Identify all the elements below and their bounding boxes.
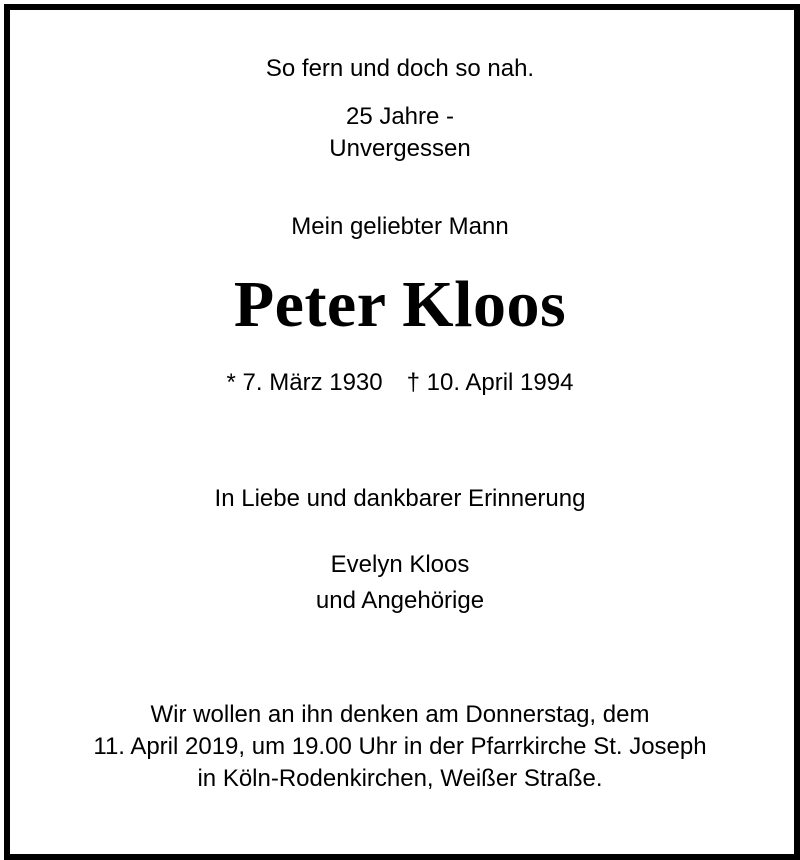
notice-line-1: Wir wollen an ihn denken am Donnerstag, dem <box>150 701 650 728</box>
intro-text: Mein geliebter Mann <box>291 213 509 240</box>
anniversary-line-1: 25 Jahre - <box>345 103 455 130</box>
notice-line-2: 11. April 2019, um 19.00 Uhr in der Pfarrkirche St. Joseph <box>93 733 707 760</box>
death-date: † 10. April 1994 <box>406 369 574 396</box>
life-dates <box>0 368 800 398</box>
deceased-name: Peter Kloos <box>233 268 567 341</box>
remembrance-text: In Liebe und dankbarer Erinnerung <box>214 485 586 512</box>
motto-text: So fern und doch so nah. <box>265 55 535 82</box>
birth-date: * 7. März 1930 <box>226 369 383 396</box>
mourner-relatives: und Angehörige <box>315 587 485 614</box>
anniversary-line-2: Unvergessen <box>329 135 471 162</box>
mourner-name: Evelyn Kloos <box>330 551 470 578</box>
notice-line-3: in Köln-Rodenkirchen, Weißer Straße. <box>197 765 603 792</box>
